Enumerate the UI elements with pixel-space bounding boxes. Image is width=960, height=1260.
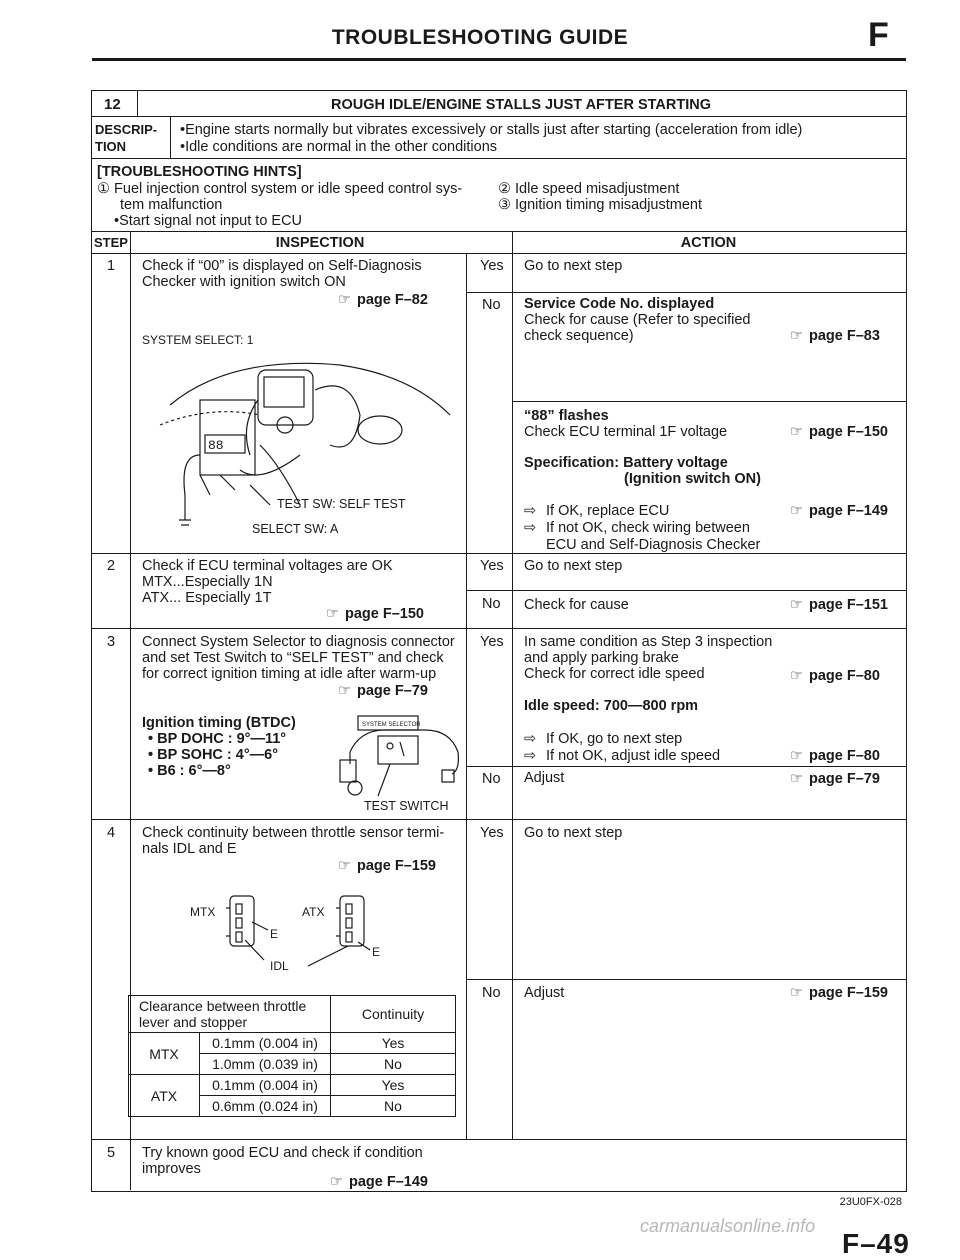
hint-item: •Start signal not input to ECU bbox=[114, 213, 303, 229]
action-text: Go to next step bbox=[524, 258, 623, 274]
page-reference: ☞ page F–79 bbox=[790, 771, 880, 787]
action-text: Check for cause (Refer to specified bbox=[524, 312, 751, 328]
page-reference: ☞ page F–80 bbox=[790, 668, 880, 684]
pointing-hand-icon: ☞ bbox=[790, 424, 803, 440]
table-cell: Yes bbox=[331, 1033, 456, 1054]
no-label: No bbox=[482, 985, 501, 1001]
pointing-hand-icon: ☞ bbox=[338, 858, 351, 874]
action-text: check sequence) bbox=[524, 328, 634, 344]
svg-text:MTX: MTX bbox=[190, 905, 216, 919]
table-header: Continuity bbox=[331, 996, 456, 1033]
column-header-inspection: INSPECTION bbox=[275, 235, 365, 251]
step-number: 1 bbox=[107, 258, 116, 274]
divider bbox=[466, 292, 907, 293]
page-number: F–49 bbox=[842, 1228, 910, 1259]
table-cell: No bbox=[331, 1096, 456, 1117]
inspection-line: improves bbox=[142, 1161, 201, 1177]
hint-item: ① Fuel injection control system or idle speed control sys- bbox=[97, 181, 463, 197]
action-text: Check for correct idle speed bbox=[524, 666, 705, 682]
figure-label: SELECT SW: A bbox=[252, 522, 339, 536]
table-row bbox=[129, 1033, 456, 1054]
arrow-icon: ⇨ bbox=[524, 748, 537, 764]
figure-label: TEST SW: SELF TEST bbox=[277, 497, 406, 511]
figure-label: TEST SWITCH bbox=[364, 799, 449, 813]
pointing-hand-icon: ☞ bbox=[790, 328, 803, 344]
pointing-hand-icon: ☞ bbox=[790, 668, 803, 684]
page-reference: ☞ page F–150 bbox=[326, 606, 424, 622]
description-label: TION bbox=[95, 139, 127, 154]
action-heading: Service Code No. displayed bbox=[524, 296, 715, 312]
page-reference: ☞ page F–149 bbox=[330, 1174, 428, 1190]
divider bbox=[512, 401, 907, 402]
page-reference: ☞ page F–151 bbox=[790, 597, 888, 613]
action-text: In same condition as Step 3 inspection bbox=[524, 634, 773, 650]
pointing-hand-icon: ☞ bbox=[338, 292, 351, 308]
table-header-row bbox=[129, 996, 456, 1033]
section-letter: F bbox=[868, 16, 889, 54]
svg-text:SYSTEM SELECTOR: SYSTEM SELECTOR bbox=[362, 722, 421, 728]
svg-text:88: 88 bbox=[208, 438, 224, 453]
specification: Idle speed: 700—800 rpm bbox=[524, 698, 699, 714]
yes-label: Yes bbox=[480, 258, 504, 274]
step-number: 5 bbox=[107, 1145, 116, 1161]
svg-text:ATX: ATX bbox=[302, 905, 325, 919]
step-number: 3 bbox=[107, 634, 116, 650]
divider bbox=[466, 979, 907, 980]
self-diagnosis-checker-figure bbox=[140, 345, 465, 545]
row-divider bbox=[91, 553, 907, 554]
page-reference: ☞ page F–83 bbox=[790, 328, 880, 344]
action-text: ⇨ If not OK, adjust idle speed bbox=[524, 748, 721, 764]
divider bbox=[91, 158, 907, 159]
table-cell: ATX bbox=[129, 1075, 200, 1117]
action-text: Check ECU terminal 1F voltage bbox=[524, 424, 728, 440]
inspection-line: Try known good ECU and check if condition bbox=[142, 1145, 423, 1161]
throttle-sensor-connectors-figure bbox=[190, 888, 390, 978]
inspection-line: ATX... Especially 1T bbox=[142, 590, 272, 606]
step-number: 4 bbox=[107, 825, 116, 841]
pointing-hand-icon: ☞ bbox=[330, 1174, 343, 1190]
problem-title: ROUGH IDLE/ENGINE STALLS JUST AFTER STARTING bbox=[331, 97, 711, 113]
hint-item: tem malfunction bbox=[120, 197, 223, 213]
specification: • B6 : 6°—8° bbox=[148, 763, 231, 779]
action-column-divider bbox=[512, 231, 513, 1139]
yes-label: Yes bbox=[480, 825, 504, 841]
specification: Ignition timing (BTDC) bbox=[142, 715, 296, 731]
inspection-line: and set Test Switch to “SELF TEST” and check bbox=[142, 650, 444, 666]
column-header-step: STEP bbox=[94, 235, 128, 250]
specification: • BP DOHC : 9°—11° bbox=[148, 731, 287, 747]
table-cell: 0.6mm (0.024 in) bbox=[200, 1096, 331, 1117]
specification: (Ignition switch ON) bbox=[624, 471, 761, 487]
page-reference: ☞ page F–79 bbox=[338, 683, 428, 699]
page-title: TROUBLESHOOTING GUIDE bbox=[331, 26, 629, 49]
svg-text:E: E bbox=[270, 927, 279, 941]
action-text: ⇨ If not OK, check wiring between bbox=[524, 520, 750, 536]
inspection-line: Checker with ignition switch ON bbox=[142, 274, 346, 290]
svg-text:IDL: IDL bbox=[270, 959, 289, 973]
description-label: DESCRIP- bbox=[95, 122, 158, 137]
action-text: ⇨ If OK, go to next step bbox=[524, 731, 683, 747]
description-line: •Engine starts normally but vibrates excessively or stalls just after starting (acceleration from idle) bbox=[180, 122, 803, 138]
yes-label: Yes bbox=[480, 634, 504, 650]
pointing-hand-icon: ☞ bbox=[790, 985, 803, 1001]
action-text: Adjust bbox=[524, 985, 565, 1001]
column-header-action: ACTION bbox=[680, 235, 737, 251]
no-label: No bbox=[482, 297, 501, 313]
specification: • BP SOHC : 4°—6° bbox=[148, 747, 279, 763]
divider bbox=[170, 116, 171, 158]
page-reference: ☞ page F–80 bbox=[790, 748, 880, 764]
inspection-line: for correct ignition timing at idle after warm-up bbox=[142, 666, 437, 682]
table-cell: MTX bbox=[129, 1033, 200, 1075]
inspection-line: nals IDL and E bbox=[142, 841, 237, 857]
no-label: No bbox=[482, 771, 501, 787]
page-reference: ☞ page F–82 bbox=[338, 292, 428, 308]
hint-item: ② Idle speed misadjustment bbox=[498, 181, 680, 197]
arrow-icon: ⇨ bbox=[524, 503, 537, 519]
figure-code: 23U0FX-028 bbox=[839, 1196, 902, 1208]
yes-label: Yes bbox=[480, 558, 504, 574]
action-text: Go to next step bbox=[524, 825, 623, 841]
table-cell: 0.1mm (0.004 in) bbox=[200, 1033, 331, 1054]
pointing-hand-icon: ☞ bbox=[326, 606, 339, 622]
header-rule bbox=[92, 58, 906, 61]
pointing-hand-icon: ☞ bbox=[790, 503, 803, 519]
table-cell: No bbox=[331, 1054, 456, 1075]
divider bbox=[91, 231, 907, 232]
pointing-hand-icon: ☞ bbox=[338, 683, 351, 699]
action-text: Check for cause bbox=[524, 597, 629, 613]
divider bbox=[91, 253, 907, 254]
table-cell: 0.1mm (0.004 in) bbox=[200, 1075, 331, 1096]
table-cell: 1.0mm (0.039 in) bbox=[200, 1054, 331, 1075]
page-reference: ☞ page F–159 bbox=[790, 985, 888, 1001]
table-header: Clearance between throttle lever and stopper bbox=[129, 996, 331, 1033]
no-label: No bbox=[482, 596, 501, 612]
action-text: and apply parking brake bbox=[524, 650, 679, 666]
divider bbox=[466, 766, 907, 767]
row-divider bbox=[91, 628, 907, 629]
inspection-line: Check if “00” is displayed on Self-Diagnosis bbox=[142, 258, 422, 274]
row-divider bbox=[91, 819, 907, 820]
table-cell: Yes bbox=[331, 1075, 456, 1096]
page-reference: ☞ page F–149 bbox=[790, 503, 888, 519]
divider bbox=[91, 116, 907, 117]
description-line: •Idle conditions are normal in the other conditions bbox=[180, 139, 498, 155]
page-reference: ☞ page F–150 bbox=[790, 424, 888, 440]
system-selector-figure bbox=[330, 712, 465, 802]
pointing-hand-icon: ☞ bbox=[790, 597, 803, 613]
pointing-hand-icon: ☞ bbox=[790, 748, 803, 764]
pointing-hand-icon: ☞ bbox=[790, 771, 803, 787]
arrow-icon: ⇨ bbox=[524, 520, 537, 536]
divider bbox=[466, 590, 907, 591]
specification: Specification: Battery voltage bbox=[524, 455, 728, 471]
inspection-line: Check if ECU terminal voltages are OK bbox=[142, 558, 393, 574]
table-row bbox=[129, 1075, 456, 1096]
clearance-continuity-table bbox=[128, 995, 456, 1117]
step-number: 2 bbox=[107, 558, 116, 574]
arrow-icon: ⇨ bbox=[524, 731, 537, 747]
row-divider bbox=[91, 1139, 907, 1140]
action-text: Adjust bbox=[524, 770, 565, 786]
figure-label: SYSTEM SELECT: 1 bbox=[142, 333, 254, 347]
inspection-line: Check continuity between throttle sensor termi- bbox=[142, 825, 445, 841]
yesno-column-divider bbox=[466, 253, 467, 1139]
inspection-line: Connect System Selector to diagnosis connector bbox=[142, 634, 455, 650]
problem-number: 12 bbox=[104, 96, 121, 113]
action-text: ⇨ If OK, replace ECU bbox=[524, 503, 670, 519]
page-reference: ☞ page F–159 bbox=[338, 858, 436, 874]
svg-text:E: E bbox=[372, 945, 381, 959]
action-text: Go to next step bbox=[524, 558, 623, 574]
inspection-line: MTX...Especially 1N bbox=[142, 574, 273, 590]
hint-item: ③ Ignition timing misadjustment bbox=[498, 197, 702, 213]
action-heading: “88” flashes bbox=[524, 408, 609, 424]
action-text: ECU and Self-Diagnosis Checker bbox=[546, 537, 761, 553]
watermark: carmanualsonline.info bbox=[640, 1216, 816, 1236]
hints-heading: [TROUBLESHOOTING HINTS] bbox=[97, 164, 302, 180]
